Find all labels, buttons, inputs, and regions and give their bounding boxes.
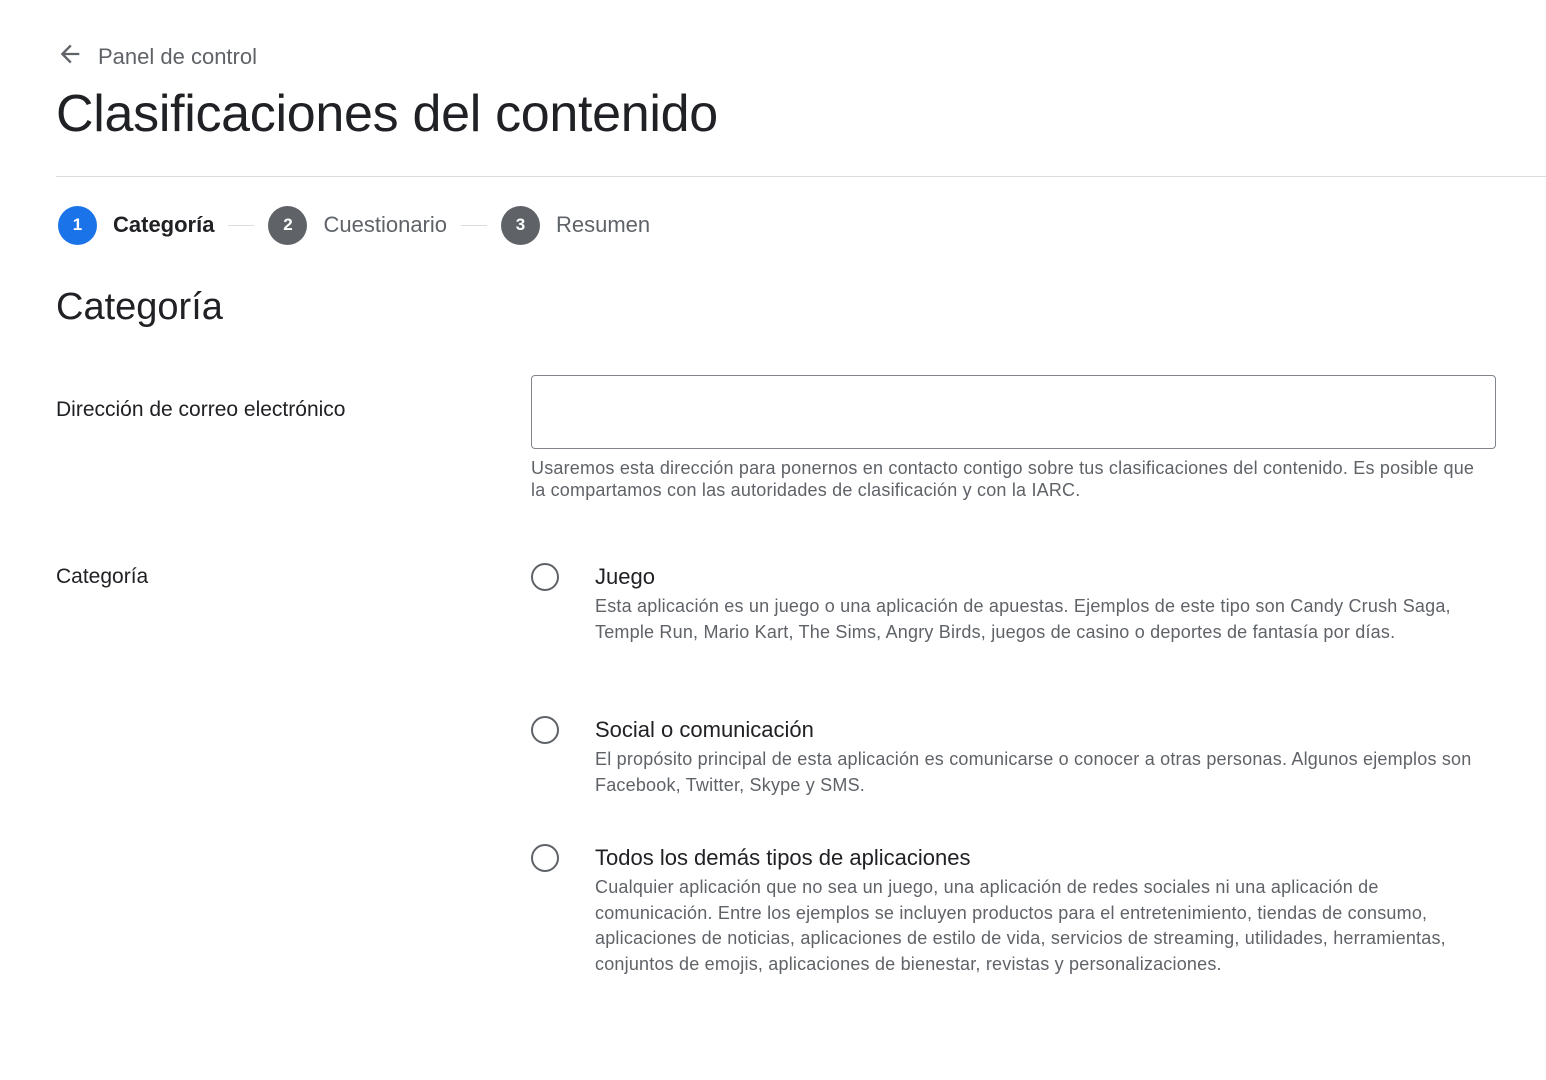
step-number-badge: 3: [501, 206, 540, 245]
arrow-left-icon: [56, 40, 84, 73]
back-link-label: Panel de control: [98, 43, 257, 69]
radio-text: [595, 715, 1496, 798]
radio-title: Juego: [595, 564, 655, 589]
step-number-badge: 1: [58, 206, 97, 245]
step-number-badge: 2: [268, 206, 307, 245]
step-questionnaire[interactable]: [268, 206, 447, 245]
radio-option-social[interactable]: [531, 715, 1496, 798]
header-divider: [56, 176, 1546, 177]
radio-title: Todos los demás tipos de aplicaciones: [595, 845, 971, 870]
step-label: Cuestionario: [323, 212, 447, 237]
section-title: Categoría: [56, 286, 223, 328]
radio-text: [595, 843, 1496, 978]
email-field-label: Dirección de correo electrónico: [56, 398, 346, 421]
step-summary[interactable]: [501, 206, 650, 245]
radio-title: Social o comunicación: [595, 717, 814, 742]
page-title: Clasificaciones del contenido: [56, 85, 718, 143]
radio-description: El propósito principal de esta aplicación es comunicarse o conocer a otras personas. Algunos ejemplos son Facebook, Twitter, Skype y SMS.: [595, 749, 1472, 795]
category-field-label: Categoría: [56, 565, 149, 588]
step-connector: [228, 225, 254, 226]
radio-button[interactable]: [531, 716, 559, 744]
radio-option-other[interactable]: [531, 843, 1496, 978]
email-field[interactable]: [531, 375, 1496, 449]
back-to-dashboard-link[interactable]: [56, 40, 257, 73]
step-label: Resumen: [556, 212, 651, 237]
radio-description: Cualquier aplicación que no sea un juego, una aplicación de redes sociales ni una aplicación de comunicación. Entre los ejemplos se incluyen productos para el entretenimiento, tiendas de consumo, aplicaciones de noticias, aplicaciones de estilo de vida, servicios de streaming, utilidades, herramientas, conjuntos de emojis, aplicaciones de bienestar, revistas y personalizaciones.: [595, 877, 1446, 975]
step-category[interactable]: [58, 206, 214, 245]
stepper: [58, 204, 650, 246]
email-help-text: Usaremos esta dirección para ponernos en contacto contigo sobre tus clasificaciones del contenido. Es posible que la compartamos con las autoridades de clasificación y con la IARC.: [531, 458, 1475, 500]
step-label: Categoría: [113, 212, 215, 237]
radio-text: [595, 562, 1496, 645]
radio-option-game[interactable]: [531, 562, 1496, 645]
radio-button[interactable]: [531, 563, 559, 591]
step-connector: [461, 225, 487, 226]
radio-button[interactable]: [531, 844, 559, 872]
radio-description: Esta aplicación es un juego o una aplicación de apuestas. Ejemplos de este tipo son Candy Crush Saga, Temple Run, Mario Kart, The Sims, Angry Birds, juegos de casino o deportes de fantasía por días.: [595, 596, 1451, 642]
